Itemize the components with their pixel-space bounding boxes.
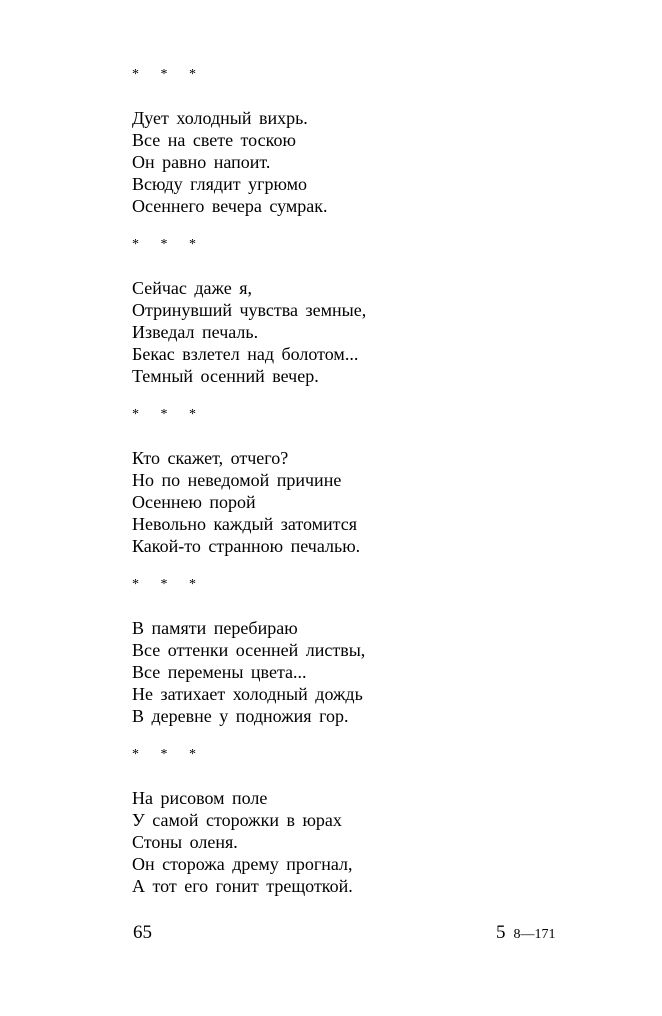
- poem-separator: * * *: [132, 577, 205, 592]
- poem-line: Бекас взлетел над болотом...: [132, 344, 359, 364]
- poem-line: Изведал печаль.: [132, 322, 259, 342]
- poem-lines: [132, 107, 552, 217]
- poem-line: Кто скажет, отчего?: [132, 448, 289, 468]
- signature-number: 5: [496, 922, 506, 943]
- poem-separator: * * *: [132, 407, 205, 422]
- poem-line: Он сторожа дрему прогнал,: [132, 854, 353, 874]
- poem-line: А тот его гонит трещоткой.: [132, 876, 353, 896]
- poem-line: Темный осенний вечер.: [132, 366, 319, 386]
- poem-5: [132, 746, 552, 897]
- poem-line: У самой сторожки в юрах: [132, 810, 342, 830]
- poem-lines: [132, 787, 552, 897]
- poem-line: Осеннею порой: [132, 492, 256, 512]
- poem-line: В памяти перебираю: [132, 618, 298, 638]
- poem-separator: * * *: [132, 237, 205, 252]
- signature-code: 8—171: [513, 927, 556, 942]
- poem-lines: [132, 277, 552, 387]
- poem-separator: * * *: [132, 67, 205, 82]
- poem-line: Все перемены цвета...: [132, 662, 307, 682]
- poem-line: В деревне у подножия гор.: [132, 706, 349, 726]
- poem-separator: * * *: [132, 747, 205, 762]
- poem-line: Все на свете тоскою: [132, 130, 296, 150]
- printer-signature: [496, 922, 556, 946]
- poem-3: [132, 406, 552, 557]
- poem-2: [132, 236, 552, 387]
- poem-line: Какой-то странною печалью.: [132, 536, 361, 556]
- poem-line: Стоны оленя.: [132, 832, 238, 852]
- poem-lines: [132, 447, 552, 557]
- poem-line: Он равно напоит.: [132, 152, 271, 172]
- poem-lines: [132, 617, 552, 727]
- poem-line: Не затихает холодный дождь: [132, 684, 363, 704]
- poem-4: [132, 576, 552, 727]
- poem-line: Всюду глядит угрюмо: [132, 174, 308, 194]
- poem-line: На рисовом поле: [132, 788, 268, 808]
- poem-line: Осеннего вечера сумрак.: [132, 196, 328, 216]
- poem-line: Дует холодный вихрь.: [132, 108, 308, 128]
- poem-1: [132, 66, 552, 217]
- poem-line: Все оттенки осенней листвы,: [132, 640, 366, 660]
- poem-line: Отринувший чувства земные,: [132, 300, 367, 320]
- poem-line: Невольно каждый затомится: [132, 514, 358, 534]
- poem-line: Сейчас даже я,: [132, 278, 252, 298]
- poem-line: Но по неведомой причине: [132, 470, 342, 490]
- page-number: 65: [133, 922, 152, 943]
